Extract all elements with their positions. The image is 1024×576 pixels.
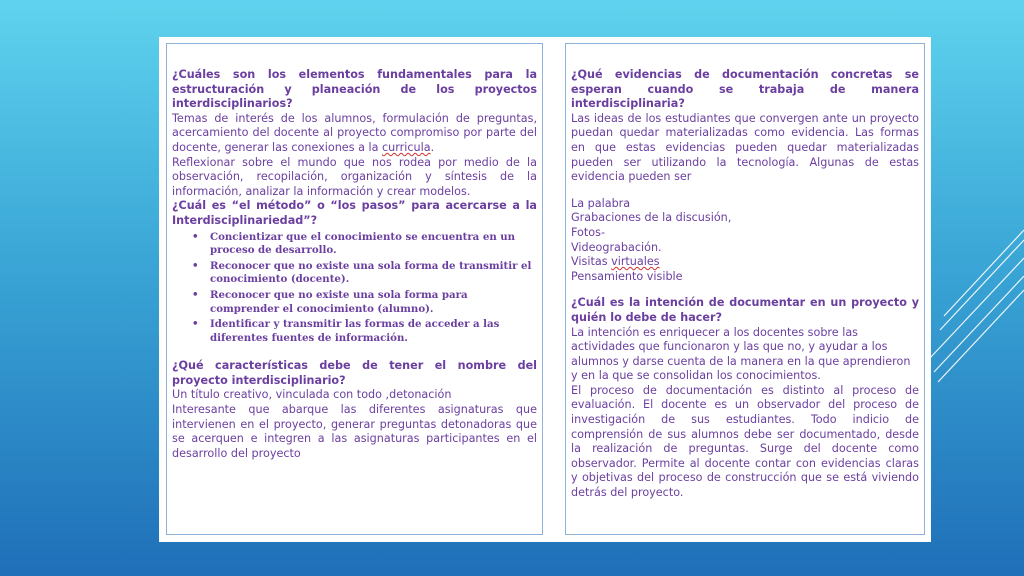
evidence-list — [571, 197, 919, 285]
misspelled-word: curricula — [382, 140, 431, 154]
bullet-icon: • — [192, 231, 199, 243]
question-elements-heading: ¿Cuáles son los elementos fundamentales para la estructuración y planeación de los proyectos interdisciplinarios? — [172, 68, 537, 111]
bullet-icon: • — [192, 319, 199, 331]
right-text-panel — [565, 43, 925, 535]
answer-topics-paragraph: Temas de interés de los alumnos, formulación de preguntas, acercamiento del docente al proyecto compromiso por parte del docente, generar las conexiones a la curricula. — [172, 111, 537, 154]
question-intention-heading: ¿Cuál es la intención de documentar en un proyecto y quién lo debe de hacer? — [571, 296, 919, 324]
list-item: Fotos- — [571, 225, 605, 239]
question-method-heading: ¿Cuál es “el método” o “los pasos” para acercarse a la Interdisciplinariedad”? — [172, 199, 537, 227]
misspelled-word: virtuales — [611, 255, 660, 269]
answer-reflect-paragraph: Reflexionar sobre el mundo que nos rodea por medio de la observación, recopilación, organización y síntesis de la información, analizar la información y crear modelos. — [172, 155, 537, 198]
list-item: Visitas virtuales — [571, 255, 660, 269]
bullet-icon: • — [192, 260, 199, 272]
answer-interest-paragraph: Interesante que abarque las diferentes asignaturas que intervienen en el proyecto, generar preguntas detonadoras que se acerquen e integren a las asignaturas participantes en el desarrollo del proyecto — [172, 403, 537, 460]
left-text-panel — [166, 43, 543, 535]
bullet-icon: • — [192, 289, 199, 301]
question-name-heading: ¿Qué características debe de tener el nombre del proyecto interdisciplinario? — [172, 359, 537, 387]
list-item: • Concientizar que el conocimiento se encuentra en un proceso de desarrollo. — [192, 230, 516, 257]
list-item: La palabra — [571, 196, 631, 210]
list-item: • Reconocer que no existe una sola forma de transmitir el conocimiento (docente). — [192, 259, 532, 286]
list-item: • Identificar y transmitir las formas de acceder a las diferentes fuentes de información. — [192, 318, 500, 344]
method-bullet-list — [172, 231, 537, 346]
answer-title-paragraph: Un título creativo, vinculada con todo ,detonación — [172, 388, 452, 402]
list-item: Pensamiento visible — [571, 269, 683, 283]
answer-process-paragraph: El proceso de documentación es distinto al proceso de evaluación. El docente es un observador del proceso de investigación de sus estudiantes. Todo indicio de comprensión de sus alumnos debe ser documentado, desde la realización de preguntas. Surge del docente como observador. Permite al docente contar con evidencias claras y objetivas del proceso de construcción que se está viviendo detrás del proyecto. — [571, 383, 919, 500]
answer-intention-paragraph: La intención es enriquecer a los docentes sobre las actividades que funcionaron y las que no, y ayudar a los alumnos y darse cuenta de la manera en la que aprendieron y en la que se consolidan los conocimientos. — [571, 325, 911, 383]
document-sheet — [159, 37, 931, 542]
list-item: Grabaciones de la discusión, — [571, 211, 732, 225]
question-evidence-heading: ¿Qué evidencias de documentación concretas se esperan cuando se trabaja de manera interdisciplinaria? — [571, 68, 919, 111]
list-item: Videograbación. — [571, 240, 662, 254]
answer-evidence-paragraph: Las ideas de los estudiantes que convergen ante un proyecto puedan quedar materializadas como evidencia. Las formas en que estas evidencias pueden quedar materializadas pueden ser utilizando la tecnología. Algunas de estas evidencia pueden ser — [571, 111, 919, 184]
list-item: • Reconocer que no existe una sola forma para comprender el conocimiento (alumno). — [192, 288, 468, 315]
